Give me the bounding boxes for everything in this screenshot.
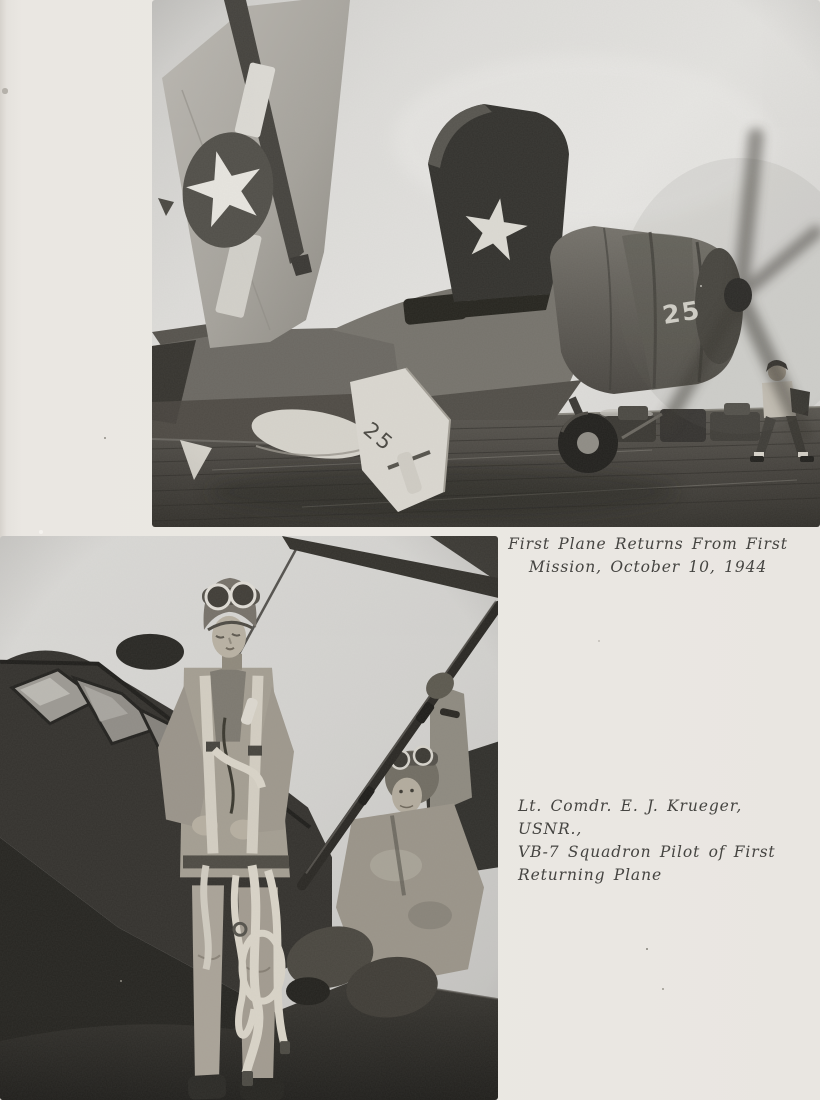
photo-first-plane-returns <box>152 0 820 527</box>
caption-line: Lt. Comdr. E. J. Krueger, USNR., <box>518 797 743 838</box>
caption-line: Returning Plane <box>518 866 663 884</box>
caption-line: First Plane Returns From First <box>508 535 788 553</box>
film-grain <box>152 0 820 527</box>
top-photo-illustration <box>152 0 820 527</box>
film-grain <box>0 536 498 1100</box>
caption-first-mission <box>498 533 798 579</box>
caption-line: VB-7 Squadron Pilot of First <box>518 843 776 861</box>
paper-specks <box>0 0 2 2</box>
bottom-photo-illustration <box>0 536 498 1100</box>
photo-pilot-krueger <box>0 536 498 1100</box>
caption-line: Mission, October 10, 1944 <box>528 558 768 576</box>
caption-krueger <box>518 795 808 887</box>
